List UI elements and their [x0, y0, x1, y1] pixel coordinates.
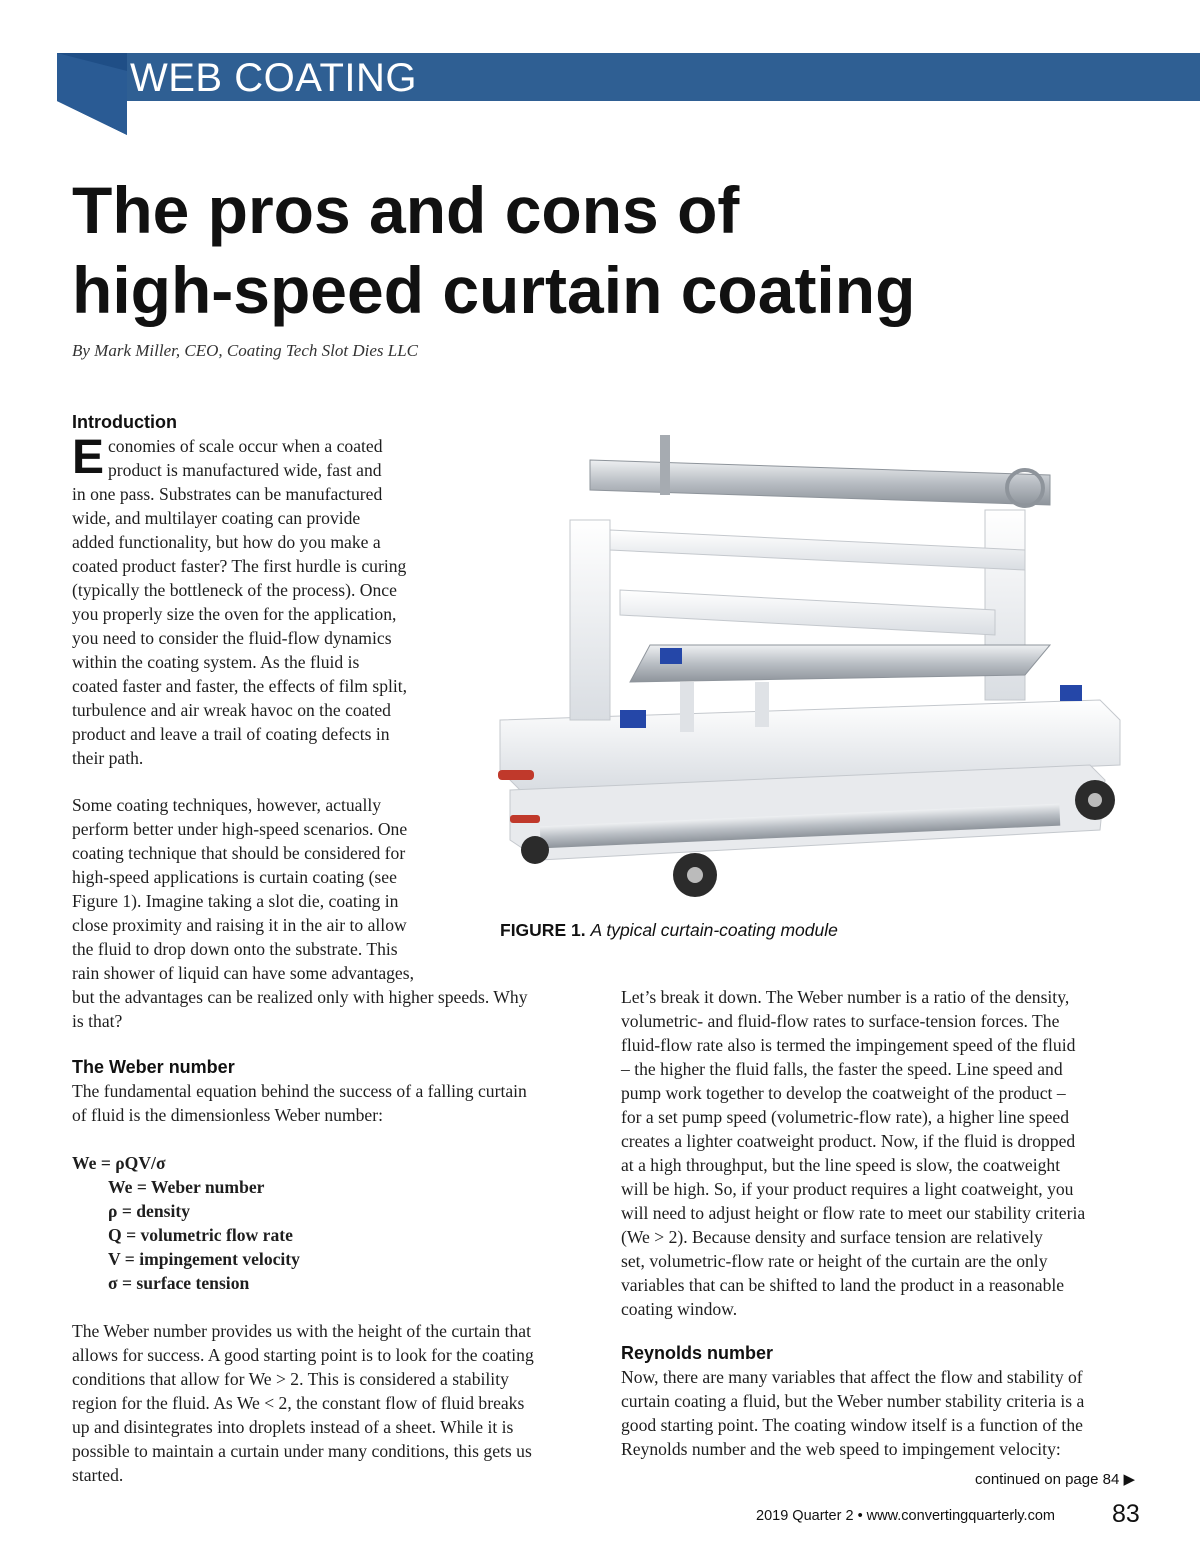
right-column-paragraph [621, 985, 1085, 1321]
text-line: but the advantages can be realized only with higher speeds. Why [72, 987, 528, 1007]
text-line: allows for success. A good starting point is to look for the coating [72, 1345, 534, 1365]
text-line: possible to maintain a curtain under many conditions, this gets us [72, 1441, 532, 1461]
weber-equation-block [72, 1151, 300, 1295]
equation-definition: σ = surface tension [108, 1273, 250, 1293]
text-line: coated product faster? The first hurdle is curing [72, 556, 407, 576]
text-line: conomies of scale occur when a coated [108, 436, 383, 456]
weber-heading: The Weber number [72, 1057, 235, 1077]
reynolds-paragraph [621, 1365, 1084, 1461]
equation-definition: We = Weber number [108, 1177, 265, 1197]
drop-cap: E [72, 431, 105, 484]
text-line: – the higher the fluid falls, the faster the speed. Line speed and [621, 1059, 1063, 1079]
title-line: The pros and cons of [72, 173, 740, 247]
banner-flag-shape [57, 53, 127, 135]
text-line: creates a lighter coatweight product. Now, if the fluid is dropped [621, 1131, 1076, 1151]
text-line: you properly size the oven for the application, [72, 604, 397, 624]
title-line: high-speed curtain coating [72, 253, 916, 327]
text-line: up and disintegrates into droplets instead of a sheet. While it is [72, 1417, 514, 1437]
body-paragraph [72, 793, 528, 1033]
figure-caption [500, 920, 838, 941]
text-line: in one pass. Substrates can be manufactured [72, 484, 383, 504]
text-line: Let’s break it down. The Weber number is a ratio of the density, [621, 987, 1070, 1007]
byline: By Mark Miller, CEO, Coating Tech Slot Dies LLC [72, 341, 418, 360]
text-line: volumetric- and fluid-flow rates to surface-tension forces. The [621, 1011, 1060, 1031]
text-line: of fluid is the dimensionless Weber number: [72, 1105, 383, 1125]
weber-intro [72, 1079, 527, 1127]
text-line: their path. [72, 748, 144, 768]
text-line: curtain coating a fluid, but the Weber number stability criteria is a [621, 1391, 1085, 1411]
text-line: is that? [72, 1011, 123, 1031]
intro-paragraph [72, 431, 472, 770]
text-line: close proximity and raising it in the air to allow [72, 915, 407, 935]
text-line: Now, there are many variables that affect the flow and stability of [621, 1367, 1083, 1387]
text-line: at a high throughput, but the line speed is slow, the coatweight [621, 1155, 1061, 1175]
text-line: (typically the bottleneck of the process). Once [72, 580, 397, 600]
text-line: will be high. So, if your product requires a light coatweight, you [621, 1179, 1074, 1199]
text-line: Figure 1). Imagine taking a slot die, coating in [72, 891, 399, 911]
text-line: The Weber number provides us with the height of the curtain that [72, 1321, 531, 1341]
page-number: 83 [1112, 1500, 1140, 1528]
text-line: Some coating techniques, however, actually [72, 795, 382, 815]
text-line: perform better under high-speed scenarios. One [72, 819, 408, 839]
text-line: product is manufactured wide, fast and [108, 460, 382, 480]
continued-link[interactable]: continued on page 84 ▶ [975, 1471, 1135, 1488]
text-line: will need to adjust height or flow rate to meet our stability criteria [621, 1203, 1086, 1223]
text-line: product and leave a trail of coating defects in [72, 724, 390, 744]
text-line: within the coating system. As the fluid is [72, 652, 360, 672]
footer-issue-line: 2019 Quarter 2 • www.convertingquarterly.com [756, 1508, 1055, 1524]
text-line: variables that can be shifted to land the product in a reasonable [621, 1275, 1065, 1295]
text-line: fluid-flow rate also is termed the impingement speed of the fluid [621, 1035, 1076, 1055]
text-line: pump work together to develop the coatweight of the product – [621, 1083, 1066, 1103]
text-line: wide, and multilayer coating can provide [72, 508, 361, 528]
text-line: high-speed applications is curtain coating (see [72, 867, 397, 887]
article-title [72, 170, 1072, 330]
text-line: Reynolds number and the web speed to impingement velocity: [621, 1439, 1061, 1459]
text-line: conditions that allow for We > 2. This is considered a stability [72, 1369, 509, 1389]
section-tag: WEB COATING [130, 56, 417, 100]
text-line: added functionality, but how do you make a [72, 532, 381, 552]
text-line: started. [72, 1465, 124, 1485]
weber-equation: We = ρQV/σ [72, 1153, 166, 1173]
reynolds-heading: Reynolds number [621, 1343, 774, 1363]
text-line: turbulence and air wreak havoc on the coated [72, 700, 391, 720]
curtain-coating-module-image [480, 420, 1170, 900]
text-line: coating technique that should be considered for [72, 843, 406, 863]
text-line: region for the fluid. As We < 2, the constant flow of fluid breaks [72, 1393, 525, 1413]
text-line: set, volumetric-flow rate or height of the curtain are the only [621, 1251, 1048, 1271]
figure-label: FIGURE 1. [500, 920, 586, 940]
figure-caption-text: A typical curtain-coating module [590, 920, 838, 940]
text-line: the fluid to drop down onto the substrate. This [72, 939, 398, 959]
text-line: (We > 2). Because density and surface tension are relatively [621, 1227, 1043, 1247]
text-line: for a set pump speed (volumetric-flow rate), a higher line speed [621, 1107, 1069, 1127]
equation-definition: ρ = density [108, 1201, 191, 1221]
equation-definition: V = impingement velocity [108, 1249, 300, 1269]
text-line: good starting point. The coating window itself is a function of the [621, 1415, 1083, 1435]
intro-heading: Introduction [72, 412, 177, 432]
text-line: The fundamental equation behind the success of a falling curtain [72, 1081, 527, 1101]
equation-definition: Q = volumetric flow rate [108, 1225, 293, 1245]
text-line: you need to consider the fluid-flow dynamics [72, 628, 392, 648]
weber-paragraph [72, 1319, 534, 1487]
text-line: coating window. [621, 1299, 738, 1319]
text-line: rain shower of liquid can have some advantages, [72, 963, 414, 983]
text-line: coated faster and faster, the effects of film split, [72, 676, 408, 696]
